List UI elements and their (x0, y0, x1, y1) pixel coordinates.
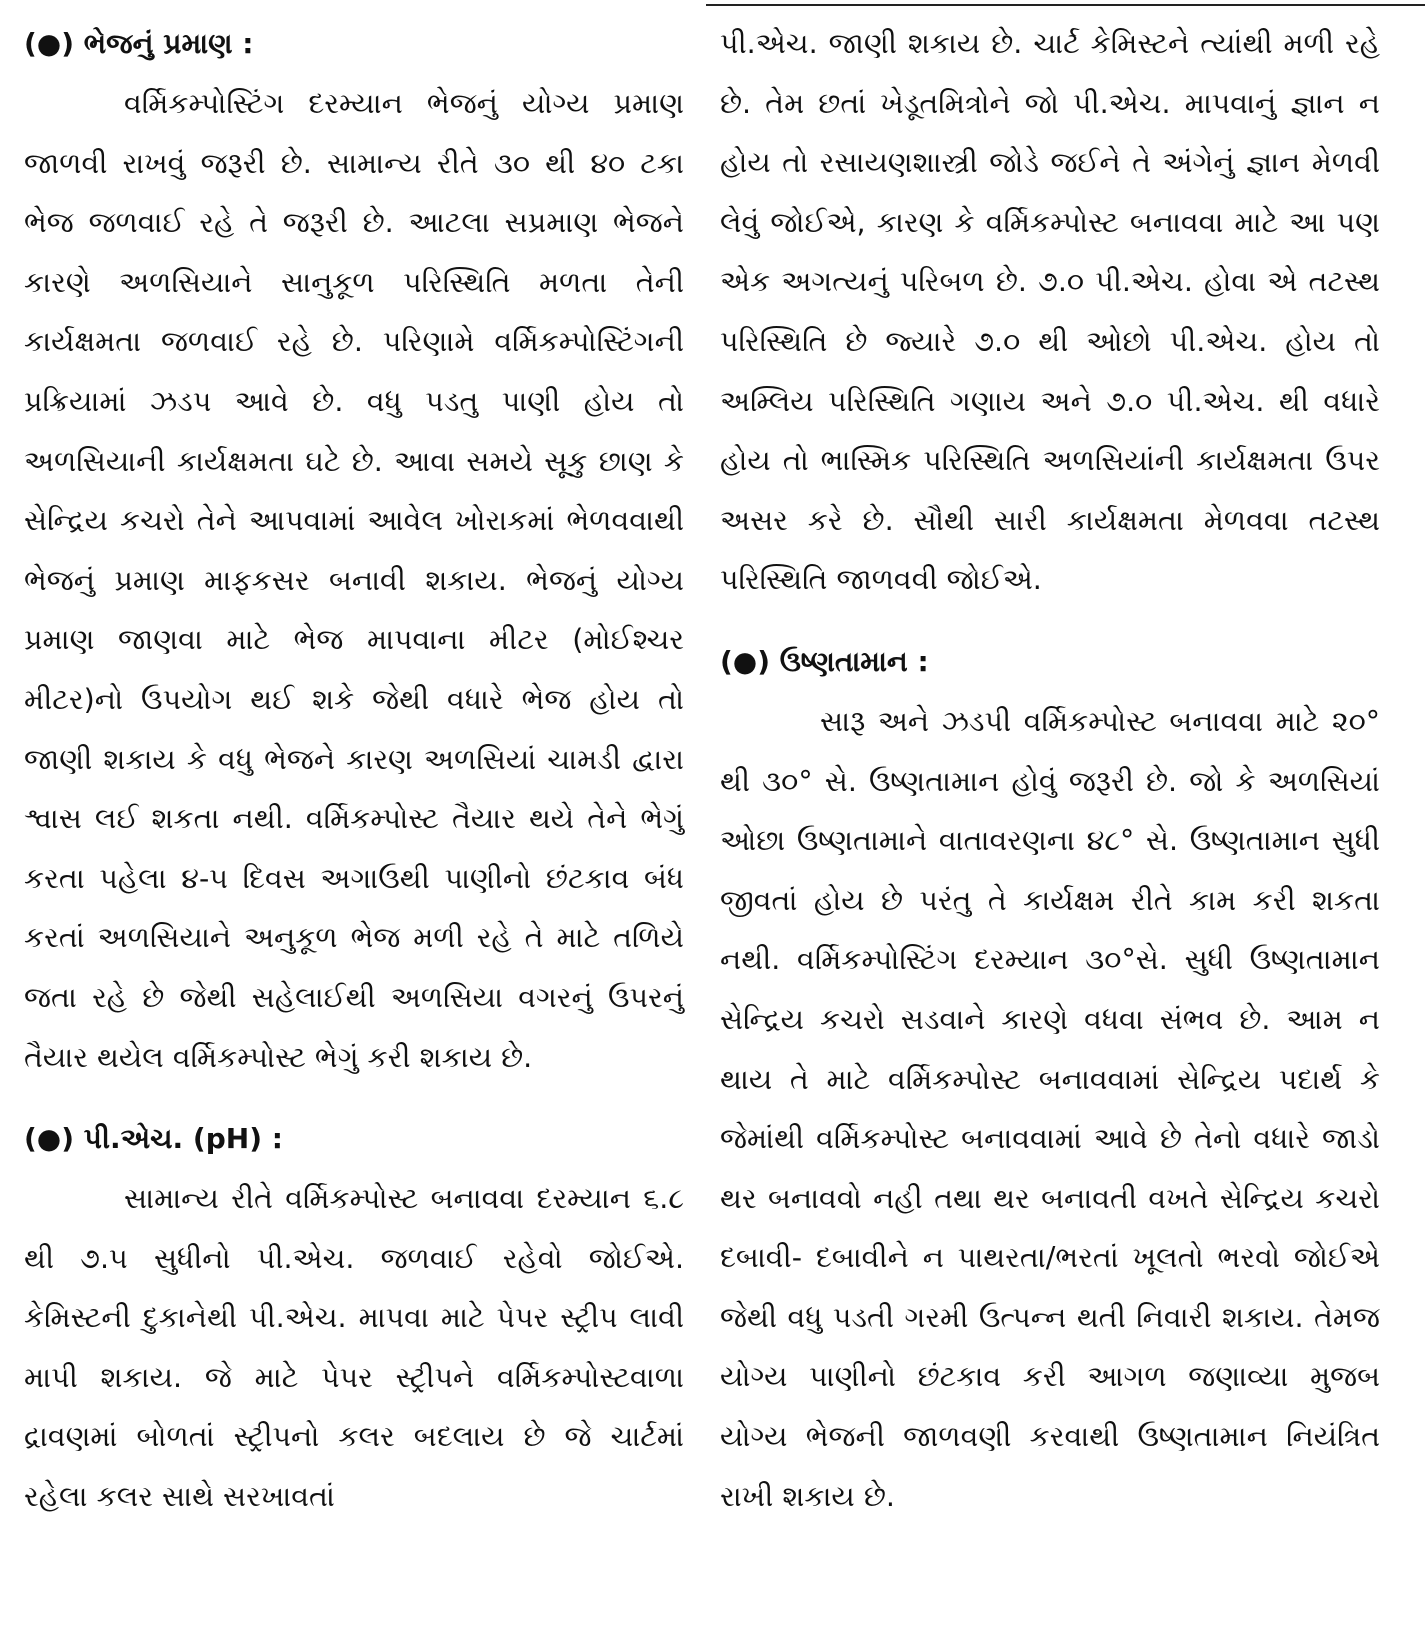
ph-heading: (●) પી.એચ. (pH) : (24, 1122, 283, 1156)
temperature-heading: (●) ઉષ્ણતામાન : (720, 644, 929, 678)
left-column (24, 14, 684, 1527)
right-column (720, 14, 1380, 1526)
ph-paragraph: સામાન્ય રીતે વર્મિકમ્પોસ્ટ બનાવવા દરમ્યાન ૬.૮ થી ૭.૫ સુધીનો પી.એચ. જળવાઈ રહેવો જોઈએ. કેમિસ્ટની દુકાનેથી પી.એચ. માપવા માટે પેપર સ્ટ્રીપ લાવી માપી શકાય. જે માટે પેપર સ્ટ્રીપને વર્મિકમ્પોસ્ટવાળા દ્રાવણમાં બોળતાં સ્ટ્રીપનો કલર બદલાય છે જે ચાર્ટમાં રહેલા કલર સાથે સરખાવતાં (24, 1182, 684, 1514)
moisture-heading: (●) ભેજનું પ્રમાણ : (24, 27, 254, 60)
ph-continued-paragraph: પી.એચ. જાણી શકાય છે. ચાર્ટ કેમિસ્ટને ત્યાંથી મળી રહે છે. તેમ છતાં ખેડૂતમિત્રોને જો પી.એચ. માપવાનું જ્ઞાન ન હોય તો રસાયણશાસ્ત્રી જોડે જઈને તે અંગેનું જ્ઞાન મેળવી લેવું જોઈએ, કારણ કે વર્મિકમ્પોસ્ટ બનાવવા માટે આ પણ એક અગત્યનું પરિબળ છે. ૭.૦ પી.એચ. હોવા એ તટસ્થ પરિસ્થિતિ છે જ્યારે ૭.૦ થી ઓછો પી.એચ. હોય તો અમ્લિય પરિસ્થિતિ ગણાય અને ૭.૦ પી.એચ. થી વધારે હોય તો ભાસ્મિક પરિસ્થિતિ અળસિયાંની કાર્યક્ષમતા ઉપર અસર કરે છે. સૌથી સારી કાર્યક્ષમતા મેળવવા તટસ્થ પરિસ્થિતિ જાળવવી જોઈએ. (720, 27, 1380, 597)
section-gap (720, 610, 1380, 632)
temperature-paragraph: સારૂ અને ઝડપી વર્મિકમ્પોસ્ટ બનાવવા માટે ૨૦° થી ૩૦° સે. ઉષ્ણતામાન હોવું જરૂરી છે. જો કે અળસિયાં ઓછા ઉષ્ણતામાને વાતાવરણના ૪૮° સે. ઉષ્ણતામાન સુધી જીવતાં હોય છે પરંતુ તે કાર્યક્ષમ રીતે કામ કરી શકતા નથી. વર્મિકમ્પોસ્ટિંગ દરમ્યાન ૩૦°સે. સુધી ઉષ્ણતામાન સેન્દ્રિય કચરો સડવાને કારણે વધવા સંભવ છે. આમ ન થાય તે માટે વર્મિકમ્પોસ્ટ બનાવવામાં સેન્દ્રિય પદાર્થ કે જેમાંથી વર્મિકમ્પોસ્ટ બનાવવામાં આવે છે તેનો વધારે જાડો થર બનાવવો નહી તથા થર બનાવતી વખતે સેન્દ્રિય કચરો દબાવી- દબાવીને ન પાથરતા/ભરતાં ખૂલતો ભરવો જોઈએ જેથી વધુ પડતી ગરમી ઉત્પન્ન થતી નિવારી શકાય. તેમજ યોગ્ય પાણીનો છંટકાવ કરી આગળ જણાવ્યા મુજબ યોગ્ય ભેજની જાળવણી કરવાથી ઉષ્ણતામાન નિયંત્રિત રાખી શકાય છે. (720, 704, 1380, 1513)
section-gap (24, 1087, 684, 1109)
moisture-paragraph: વર્મિકમ્પોસ્ટિંગ દરમ્યાન ભેજનું યોગ્ય પ્રમાણ જાળવી રાખવું જરૂરી છે. સામાન્ય રીતે ૩૦ થી ૪૦ ટકા ભેજ જળવાઈ રહે તે જરૂરી છે. આટલા સપ્રમાણ ભેજને કારણે અળસિયાને સાનુકૂળ પરિસ્થિતિ મળતા તેની કાર્યક્ષમતા જળવાઈ રહે છે. પરિણામે વર્મિકમ્પોસ્ટિંગની પ્રક્રિયામાં ઝડપ આવે છે. વધુ પડતુ પાણી હોય તો અળસિયાની કાર્યક્ષમતા ઘટે છે. આવા સમયે સૂકુ છાણ કે સેન્દ્રિય કચરો તેને આપવામાં આવેલ ખોરાકમાં ભેળવવાથી ભેજનું પ્રમાણ માફકસર બનાવી શકાય. ભેજનું યોગ્ય પ્રમાણ જાણવા માટે ભેજ માપવાના મીટર (મોઈશ્ચર મીટર)નો ઉપયોગ થઈ શકે જેથી વધારે ભેજ હોય તો જાણી શકાય કે વધુ ભેજને કારણ અળસિયાં ચામડી દ્વારા શ્વાસ લઈ શકતા નથી. વર્મિકમ્પોસ્ટ તૈયાર થયે તેને ભેગું કરતા પહેલા ૪-૫ દિવસ અગાઉથી પાણીનો છંટકાવ બંધ કરતાં અળસિયાને અનુકૂળ ભેજ મળી રહે તે માટે તળિયે જતા રહે છે જેથી સહેલાઈથી અળસિયા વગરનું ઉપરનું તૈયાર થયેલ વર્મિકમ્પોસ્ટ ભેગું કરી શકાય છે. (24, 87, 684, 1074)
top-rule (706, 4, 1425, 6)
